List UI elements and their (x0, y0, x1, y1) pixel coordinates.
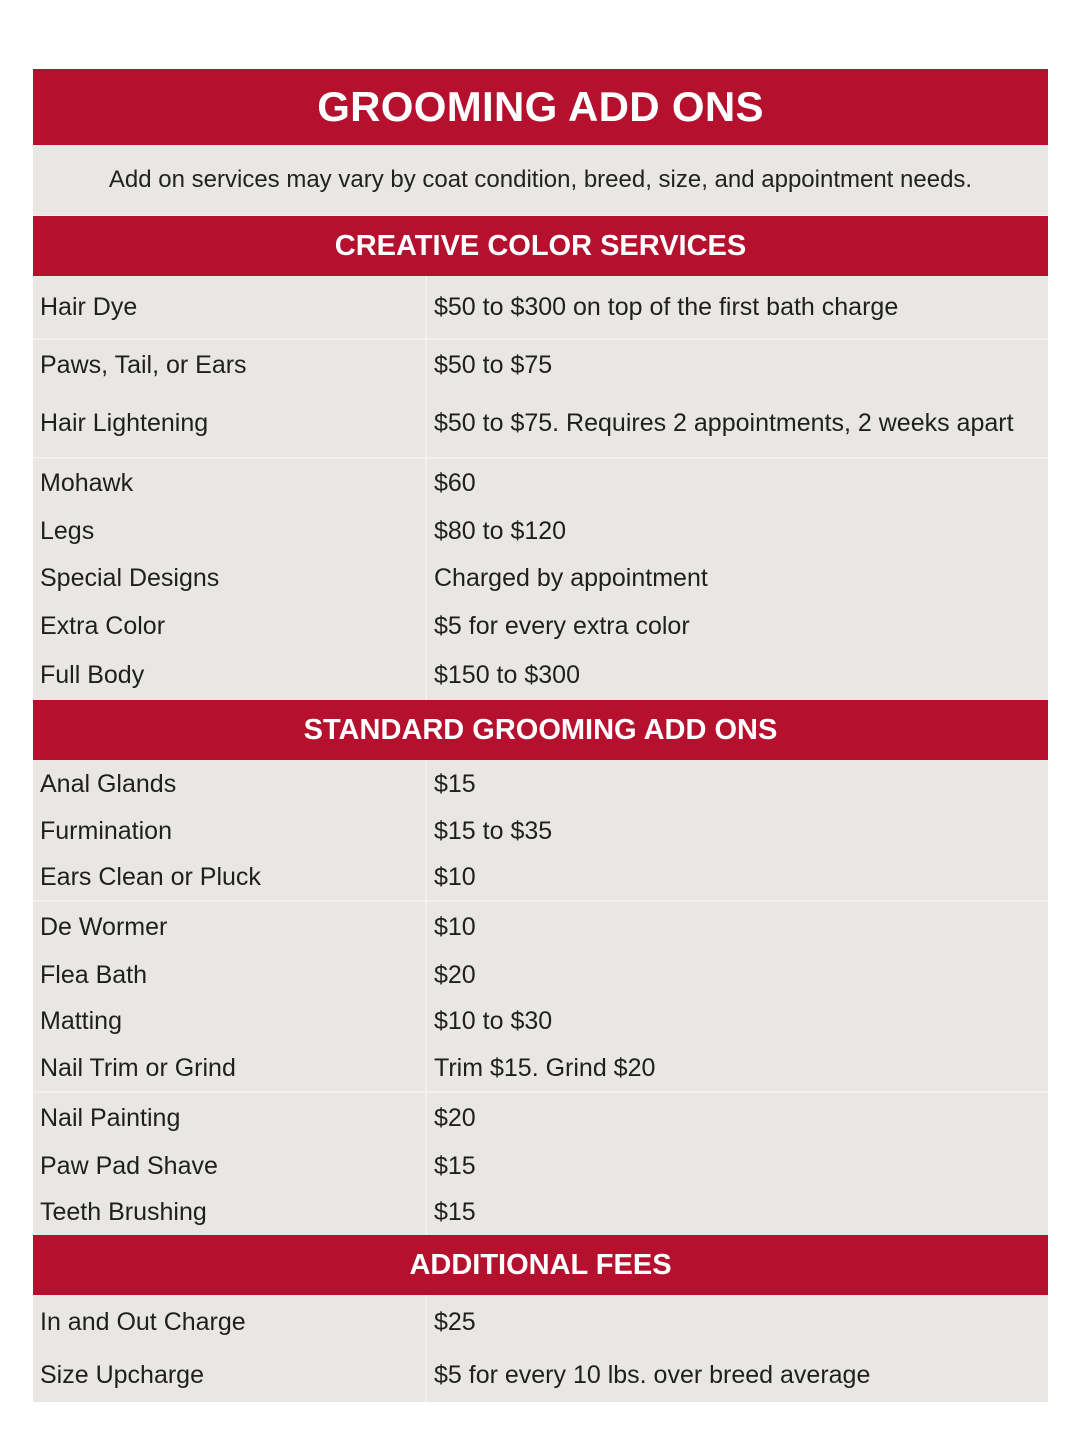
service-price: $25 (434, 1307, 476, 1336)
table-row (33, 457, 1048, 508)
table-row (33, 338, 1048, 390)
service-name: In and Out Charge (40, 1307, 246, 1336)
service-price: $5 for every extra color (434, 612, 690, 640)
service-name: Extra Color (40, 612, 166, 640)
service-price: $20 (434, 1103, 476, 1132)
service-price: $80 to $120 (434, 517, 567, 545)
service-name: Anal Glands (40, 769, 177, 798)
service-name: Flea Bath (40, 960, 148, 989)
service-price: $50 to $300 on top of the first bath charge (434, 292, 899, 321)
section-heading-additional-fees: ADDITIONAL FEES (33, 1235, 1048, 1295)
service-price: $10 (434, 862, 476, 891)
table-row (33, 998, 1048, 1045)
service-name: De Wormer (40, 912, 168, 941)
table-row (33, 900, 1048, 952)
price-sheet (33, 69, 1048, 1402)
table-row (33, 651, 1048, 700)
service-name: Ears Clean or Pluck (40, 862, 261, 891)
page-subtitle: Add on services may vary by coat condition, breed, size, and appointment needs. (33, 145, 1048, 216)
table-row (33, 1091, 1048, 1143)
table-row (33, 1045, 1048, 1091)
table-row (33, 760, 1048, 808)
service-price: $15 to $35 (434, 816, 553, 845)
table-row (33, 508, 1048, 555)
service-price: $50 to $75 (434, 350, 553, 379)
service-name: Hair Lightening (40, 409, 209, 437)
service-name: Nail Trim or Grind (40, 1053, 236, 1082)
table-row (33, 276, 1048, 338)
service-name: Teeth Brushing (40, 1198, 207, 1226)
service-price: $10 to $30 (434, 1007, 553, 1035)
table-row (33, 602, 1048, 651)
table-row (33, 1295, 1048, 1349)
service-name: Size Upcharge (40, 1361, 204, 1389)
section-heading-standard-grooming: STANDARD GROOMING ADD ONS (33, 700, 1048, 760)
table-row (33, 555, 1048, 602)
section-rows-standard-grooming (33, 760, 1048, 1235)
service-name: Nail Painting (40, 1103, 181, 1132)
table-row (33, 1143, 1048, 1190)
service-name: Paws, Tail, or Ears (40, 350, 247, 379)
service-price: Trim $15. Grind $20 (434, 1053, 656, 1082)
service-name: Mohawk (40, 469, 134, 497)
service-price: $50 to $75. Requires 2 appointments, 2 weeks apart (434, 409, 1014, 437)
service-price: $20 (434, 960, 476, 989)
service-name: Matting (40, 1007, 122, 1035)
table-row (33, 390, 1048, 457)
service-price: Charged by appointment (434, 564, 708, 592)
page-title: GROOMING ADD ONS (33, 69, 1048, 145)
section-rows-additional-fees (33, 1295, 1048, 1402)
section-heading-creative-color: CREATIVE COLOR SERVICES (33, 216, 1048, 276)
service-name: Furmination (40, 816, 172, 845)
service-price: $150 to $300 (434, 661, 580, 689)
service-name: Legs (40, 517, 95, 545)
service-price: $15 (434, 1198, 476, 1226)
service-price: $15 (434, 769, 476, 798)
service-name: Special Designs (40, 564, 220, 592)
service-name: Hair Dye (40, 292, 138, 321)
section-rows-creative-color (33, 276, 1048, 700)
service-price: $15 (434, 1152, 476, 1180)
table-row (33, 1190, 1048, 1235)
service-price: $10 (434, 912, 476, 941)
table-row (33, 854, 1048, 900)
service-price: $60 (434, 469, 476, 497)
service-price: $5 for every 10 lbs. over breed average (434, 1361, 871, 1389)
table-row (33, 952, 1048, 998)
service-name: Paw Pad Shave (40, 1152, 218, 1180)
table-row (33, 1349, 1048, 1402)
service-name: Full Body (40, 661, 145, 689)
table-row (33, 808, 1048, 854)
